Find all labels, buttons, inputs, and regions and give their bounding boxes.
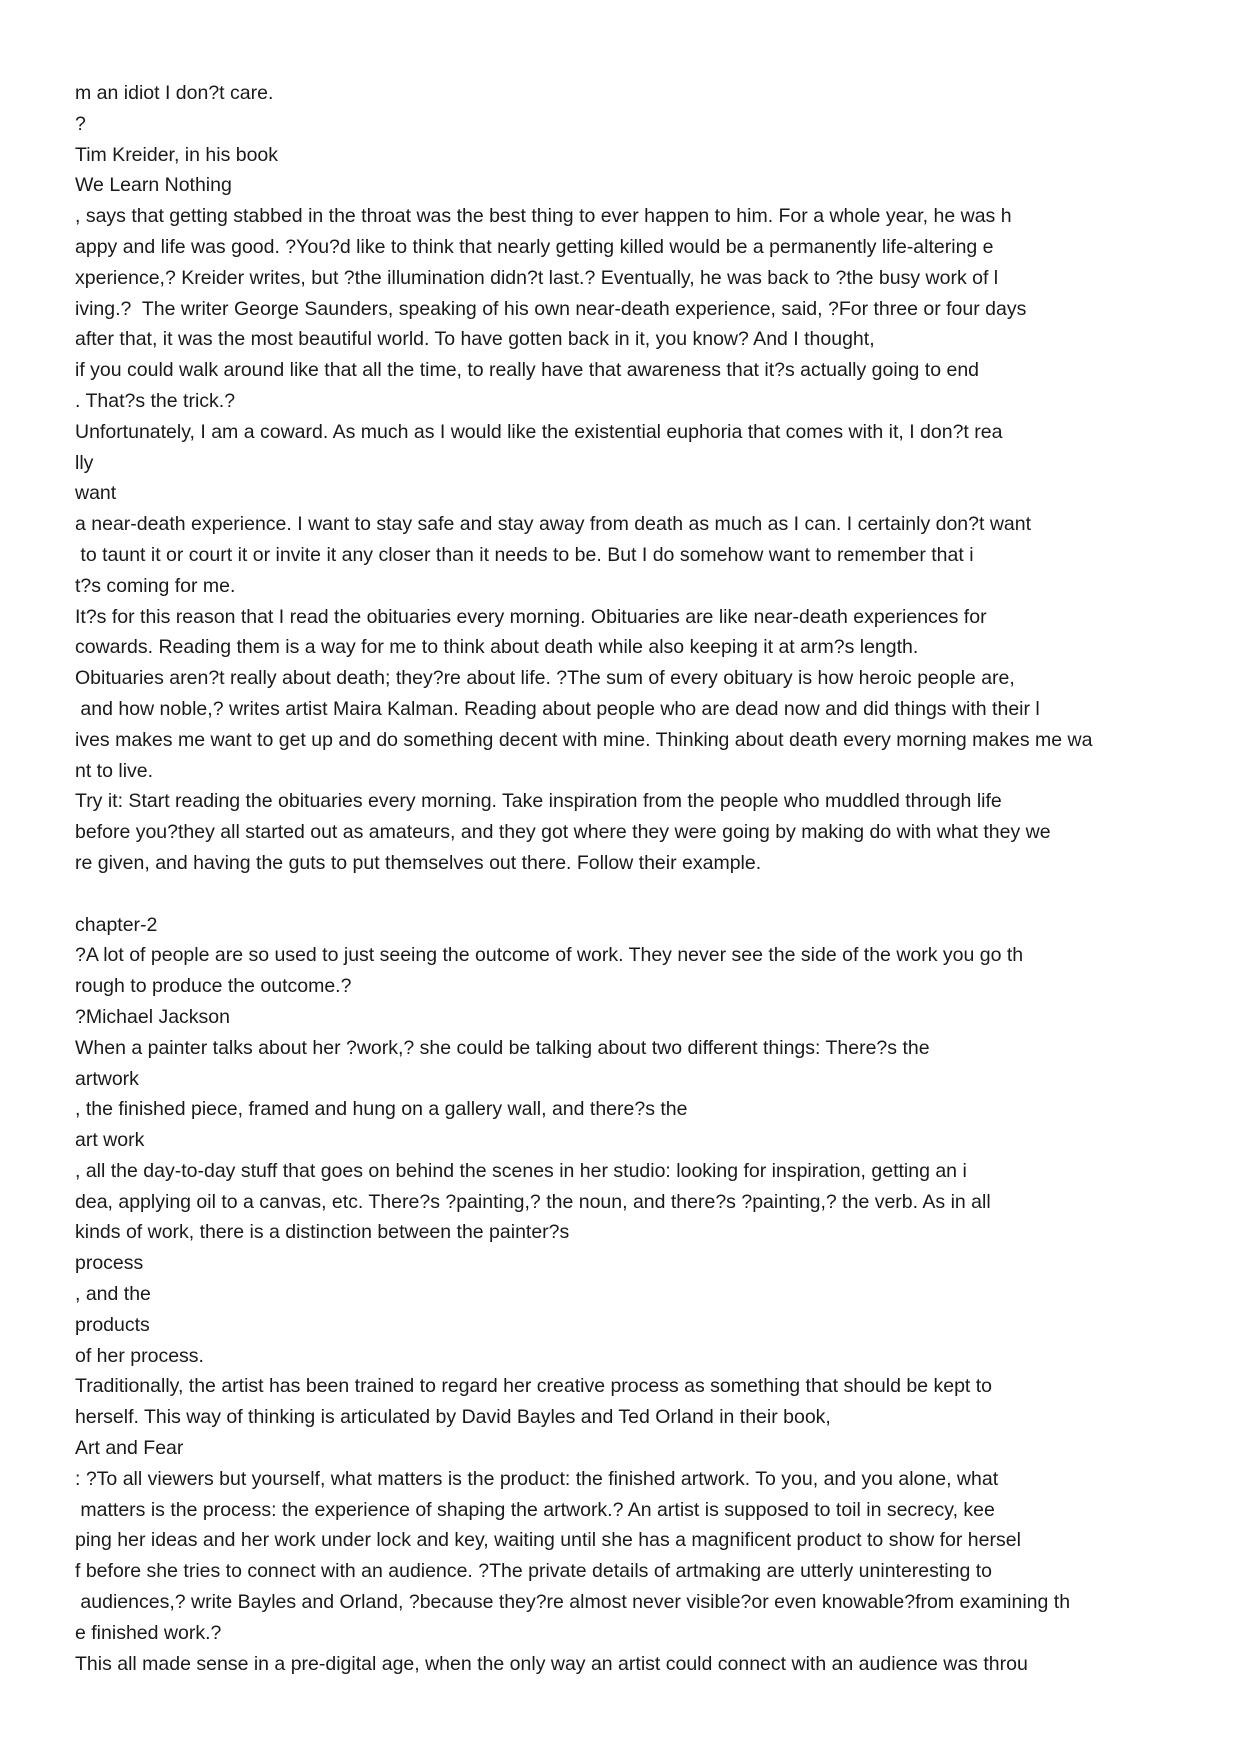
text-line: [75, 879, 1225, 910]
text-line: audiences,? write Bayles and Orland, ?because they?re almost never visible?or even knowable?from examining th: [75, 1591, 1071, 1614]
text-line: : ?To all viewers but yourself, what matters is the product: the finished artwork. To you, and you alone, what: [75, 1467, 999, 1490]
text-line: We Learn Nothing: [75, 174, 232, 197]
text-line: ?: [75, 112, 86, 135]
text-line: want: [75, 482, 117, 505]
text-line: Art and Fear: [75, 1437, 184, 1460]
text-line: matters is the process: the experience of shaping the artwork.? An artist is supposed to toil in secrecy, kee: [75, 1498, 995, 1521]
text-line: Unfortunately, I am a coward. As much as I would like the existential euphoria that comes with it, I don?t rea: [75, 420, 1003, 443]
text-line: to taunt it or court it or invite it any closer than it needs to be. But I do somehow want to remember that i: [75, 543, 974, 566]
text-line: before you?they all started out as amateurs, and they got where they were going by making do with what they we: [75, 821, 1051, 844]
text-line: f before she tries to connect with an audience. ?The private details of artmaking are utterly uninteresting to: [75, 1560, 993, 1583]
text-line: artwork: [75, 1067, 139, 1090]
text-line: It?s for this reason that I read the obituaries every morning. Obituaries are like near-death experiences for: [75, 605, 987, 628]
text-line: lly: [75, 451, 94, 474]
text-line: , all the day-to-day stuff that goes on behind the scenes in her studio: looking for inspiration, getting an i: [75, 1159, 967, 1182]
text-line: , says that getting stabbed in the throat was the best thing to ever happen to him. For a whole year, he was h: [75, 205, 1012, 228]
text-line: iving.? The writer George Saunders, speaking of his own near-death experience, said, ?For three or four days: [75, 297, 1027, 320]
text-line: . That?s the trick.?: [75, 389, 236, 412]
text-line: Tim Kreider, in his book: [75, 143, 279, 166]
text-line: products: [75, 1313, 150, 1336]
text-line: and how noble,? writes artist Maira Kalman. Reading about people who are dead now and did things with their l: [75, 697, 1040, 720]
text-line: ives makes me want to get up and do something decent with mine. Thinking about death every morning makes me wa: [75, 728, 1093, 751]
text-line: e finished work.?: [75, 1621, 222, 1644]
text-line: if you could walk around like that all the time, to really have that awareness that it?s actually going to end: [75, 359, 980, 382]
document-page: [75, 78, 1225, 1679]
text-line: ?A lot of people are so used to just seeing the outcome of work. They never see the side of the work you go th: [75, 944, 1024, 967]
text-line: chapter-2: [75, 913, 158, 936]
text-line: m an idiot I don?t care.: [75, 82, 274, 104]
text-line: This all made sense in a pre-digital age, when the only way an artist could connect with an audience was throu: [75, 1652, 1028, 1675]
text-line: process: [75, 1252, 144, 1275]
text-line: appy and life was good. ?You?d like to think that nearly getting killed would be a permanently life-altering e: [75, 235, 994, 258]
text-line: ?Michael Jackson: [75, 1005, 230, 1028]
text-line: , the finished piece, framed and hung on a gallery wall, and there?s the: [75, 1098, 688, 1121]
text-line: a near-death experience. I want to stay safe and stay away from death as much as I can. I certainly don?t want: [75, 513, 1032, 536]
text-line: ping her ideas and her work under lock and key, waiting until she has a magnificent product to show for hersel: [75, 1529, 1021, 1552]
text-line: Try it: Start reading the obituaries every morning. Take inspiration from the people who muddled through life: [75, 790, 1002, 813]
text-line: , and the: [75, 1283, 151, 1306]
text-line: art work: [75, 1129, 145, 1152]
text-line: after that, it was the most beautiful world. To have gotten back in it, you know? And I thought,: [75, 328, 875, 351]
text-line: rough to produce the outcome.?: [75, 975, 352, 998]
text-line: dea, applying oil to a canvas, etc. There?s ?painting,? the noun, and there?s ?painting,? the verb. As in all: [75, 1190, 991, 1213]
text-line: nt to live.: [75, 759, 154, 782]
text-line: Obituaries aren?t really about death; they?re about life. ?The sum of every obituary is how heroic people are,: [75, 667, 1015, 690]
text-line: herself. This way of thinking is articulated by David Bayles and Ted Orland in their book,: [75, 1406, 831, 1429]
text-line: of her process.: [75, 1344, 204, 1367]
text-line: kinds of work, there is a distinction between the painter?s: [75, 1221, 570, 1244]
text-line: re given, and having the guts to put themselves out there. Follow their example.: [75, 851, 762, 874]
text-line: xperience,? Kreider writes, but ?the illumination didn?t last.? Eventually, he was back to ?the busy work of l: [75, 266, 999, 289]
text-line: When a painter talks about her ?work,? she could be talking about two different things: There?s the: [75, 1036, 930, 1059]
text-line: cowards. Reading them is a way for me to think about death while also keeping it at arm?s length.: [75, 636, 919, 659]
text-line: t?s coming for me.: [75, 574, 236, 597]
text-line: Traditionally, the artist has been trained to regard her creative process as something that should be kept to: [75, 1375, 993, 1398]
